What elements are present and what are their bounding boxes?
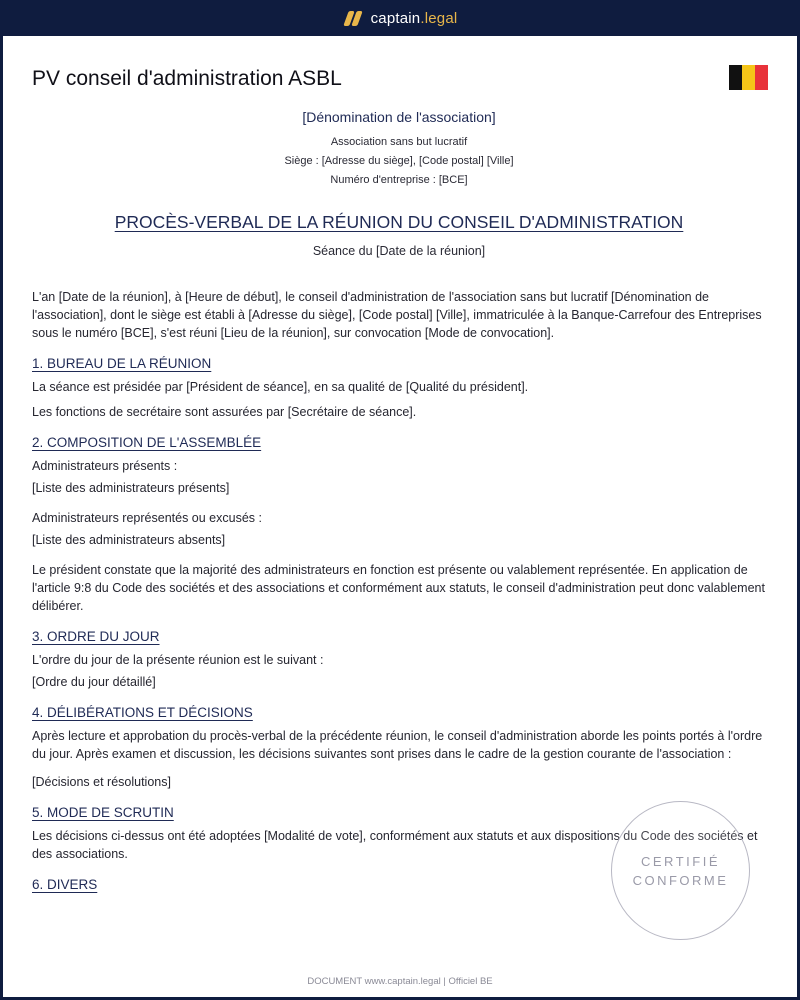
flag-stripe-yellow: [742, 65, 755, 90]
stamp-line-1: CERTIFIÉ: [641, 853, 720, 869]
document-body: [32, 109, 766, 899]
minutes-heading: PROCÈS-VERBAL DE LA RÉUNION DU CONSEIL D'ADMINISTRATION: [114, 212, 684, 232]
belgium-flag-icon: [729, 65, 768, 90]
company-number: Numéro d'entreprise : [BCE]: [330, 174, 468, 186]
association-name: [Dénomination de l'association]: [302, 109, 496, 125]
present-label: Administrateurs présents :: [32, 459, 178, 473]
brand-name-dot: .legal: [420, 9, 458, 27]
section-heading-composition: 2. COMPOSITION DE L'ASSEMBLÉE: [32, 435, 262, 450]
section-heading-voting: 5. MODE DE SCRUTIN: [32, 805, 174, 820]
agenda-intro: L'ordre du jour de la présente réunion est le suivant :: [32, 653, 324, 667]
brand-name-main: captain: [370, 9, 421, 27]
association-seat: Siège : [Adresse du siège], [Code postal] [Ville]: [284, 155, 514, 167]
section-heading-deliberations: 4. DÉLIBÉRATIONS ET DÉCISIONS: [32, 705, 253, 720]
agenda-details: [Ordre du jour détaillé]: [32, 675, 156, 689]
absent-list: [Liste des administrateurs absents]: [32, 533, 226, 547]
secretary-paragraph: Les fonctions de secrétaire sont assurées par [Secrétaire de séance].: [32, 405, 417, 419]
content-fade: [3, 938, 797, 968]
brand[interactable]: [343, 10, 458, 27]
chair-paragraph: La séance est présidée par [Président de séance], en sa qualité de [Qualité du président].: [32, 380, 529, 394]
flag-stripe-black: [729, 65, 742, 90]
session-date: Séance du [Date de la réunion]: [312, 244, 486, 258]
deliberations-paragraph: Après lecture et approbation du procès-verbal de la précédente réunion, le conseil d'administration aborde les points portés à l'ordre du jour. Après examen et discussion, les décisions suivantes sont prises dans le cadre de la gestion courante de l'association :: [32, 729, 763, 761]
present-list: [Liste des administrateurs présents]: [32, 481, 230, 495]
slash-marks-logo-icon: [343, 10, 362, 26]
certified-stamp: [611, 801, 750, 940]
voting-paragraph: Les décisions ci-dessus ont été adoptées [Modalité de vote], conformément aux statuts et aux dispositions du Code des sociétés et des associations.: [32, 829, 758, 861]
brand-name: [371, 10, 458, 27]
section-heading-misc: 6. DIVERS: [32, 877, 98, 892]
section-heading-bureau: 1. BUREAU DE LA RÉUNION: [32, 356, 212, 371]
document-page: [3, 36, 797, 997]
absent-label: Administrateurs représentés ou excusés :: [32, 511, 262, 525]
quorum-paragraph: Le président constate que la majorité des administrateurs en fonction est présente ou valablement représentée. En application de l'article 9:8 du Code des sociétés et des associations et conformément aux statuts, le conseil d'administration peut donc valablement délibérer.: [32, 563, 765, 613]
association-type: Association sans but lucratif: [330, 136, 468, 148]
document-title: PV conseil d'administration ASBL: [32, 67, 342, 90]
section-heading-agenda: 3. ORDRE DU JOUR: [32, 629, 160, 644]
flag-stripe-red: [755, 65, 768, 90]
stamp-line-2: CONFORME: [632, 872, 729, 888]
intro-paragraph: L'an [Date de la réunion], à [Heure de début], le conseil d'administration de l'association sans but lucratif [Dénomination de l'association], dont le siège est établi à [Adresse du siège], [Code postal] [Ville], immatriculée à la Banque-Carrefour des Entreprises sous le numéro [BCE], s'est réuni [Lieu de la réunion], sur convocation [Mode de convocation].: [32, 290, 762, 340]
top-bar: [0, 0, 800, 36]
document-footer: DOCUMENT www.captain.legal | Officiel BE: [3, 970, 797, 987]
decisions-placeholder: [Décisions et résolutions]: [32, 775, 171, 789]
